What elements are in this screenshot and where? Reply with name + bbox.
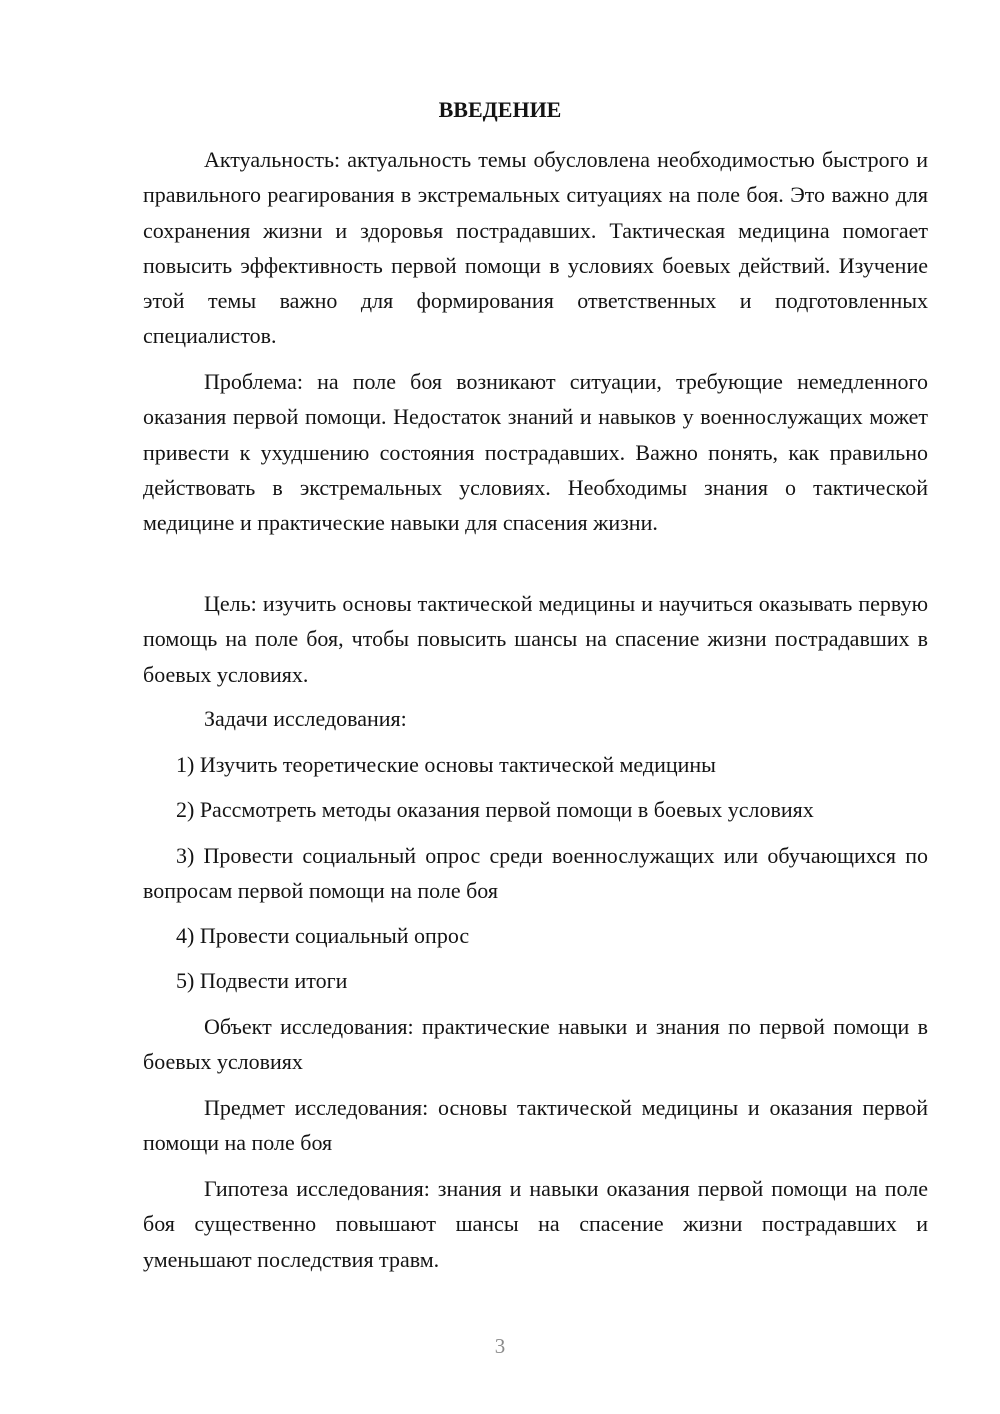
task-item-2: 2) Рассмотреть методы оказания первой помощи в боевых условиях bbox=[176, 797, 814, 822]
paragraph-problem: Проблема: на поле боя возникают ситуации, требующие немедленного оказания первой помощи. Недостаток знаний и навыков у военнослужащих может привести к ухудшению состояния пострадавших. Важно понять, как правильно действовать в экстремальных условиях. Необходимы знания о тактической медицине и практические навыки для спасения жизни. bbox=[143, 369, 928, 536]
task-item-3: 3) Провести социальный опрос среди военнослужащих или обучающихся по вопросам первой помощи на поле боя bbox=[143, 843, 928, 904]
page-number: 3 bbox=[494, 1334, 506, 1358]
page-title: ВВЕДЕНИЕ bbox=[438, 97, 562, 122]
task-item-1: 1) Изучить теоретические основы тактической медицины bbox=[176, 752, 716, 777]
paragraph-subject: Предмет исследования: основы тактической медицины и оказания первой помощи на поле боя bbox=[143, 1095, 928, 1156]
paragraph-relevance: Актуальность: актуальность темы обусловлена необходимостью быстрого и правильного реагирования в экстремальных ситуациях на поле боя. Это важно для сохранения жизни и здоровья пострадавших. Тактическая медицина помогает повысить эффективность первой помощи в условиях боевых действий. Изучение этой темы важно для формирования ответственных и подготовленных специалистов. bbox=[143, 147, 928, 349]
task-item-4: 4) Провести социальный опрос bbox=[176, 923, 470, 948]
tasks-heading: Задачи исследования: bbox=[204, 706, 407, 731]
paragraph-object: Объект исследования: практические навыки и знания по первой помощи в боевых условиях bbox=[143, 1014, 928, 1075]
task-item-5: 5) Подвести итоги bbox=[176, 968, 348, 993]
paragraph-goal: Цель: изучить основы тактической медицины и научиться оказывать первую помощь на поле боя, чтобы повысить шансы на спасение жизни пострадавших в боевых условиях. bbox=[143, 591, 928, 687]
paragraph-hypothesis: Гипотеза исследования: знания и навыки оказания первой помощи на поле боя существенно повышают шансы на спасение жизни пострадавших и уменьшают последствия травм. bbox=[143, 1176, 928, 1272]
